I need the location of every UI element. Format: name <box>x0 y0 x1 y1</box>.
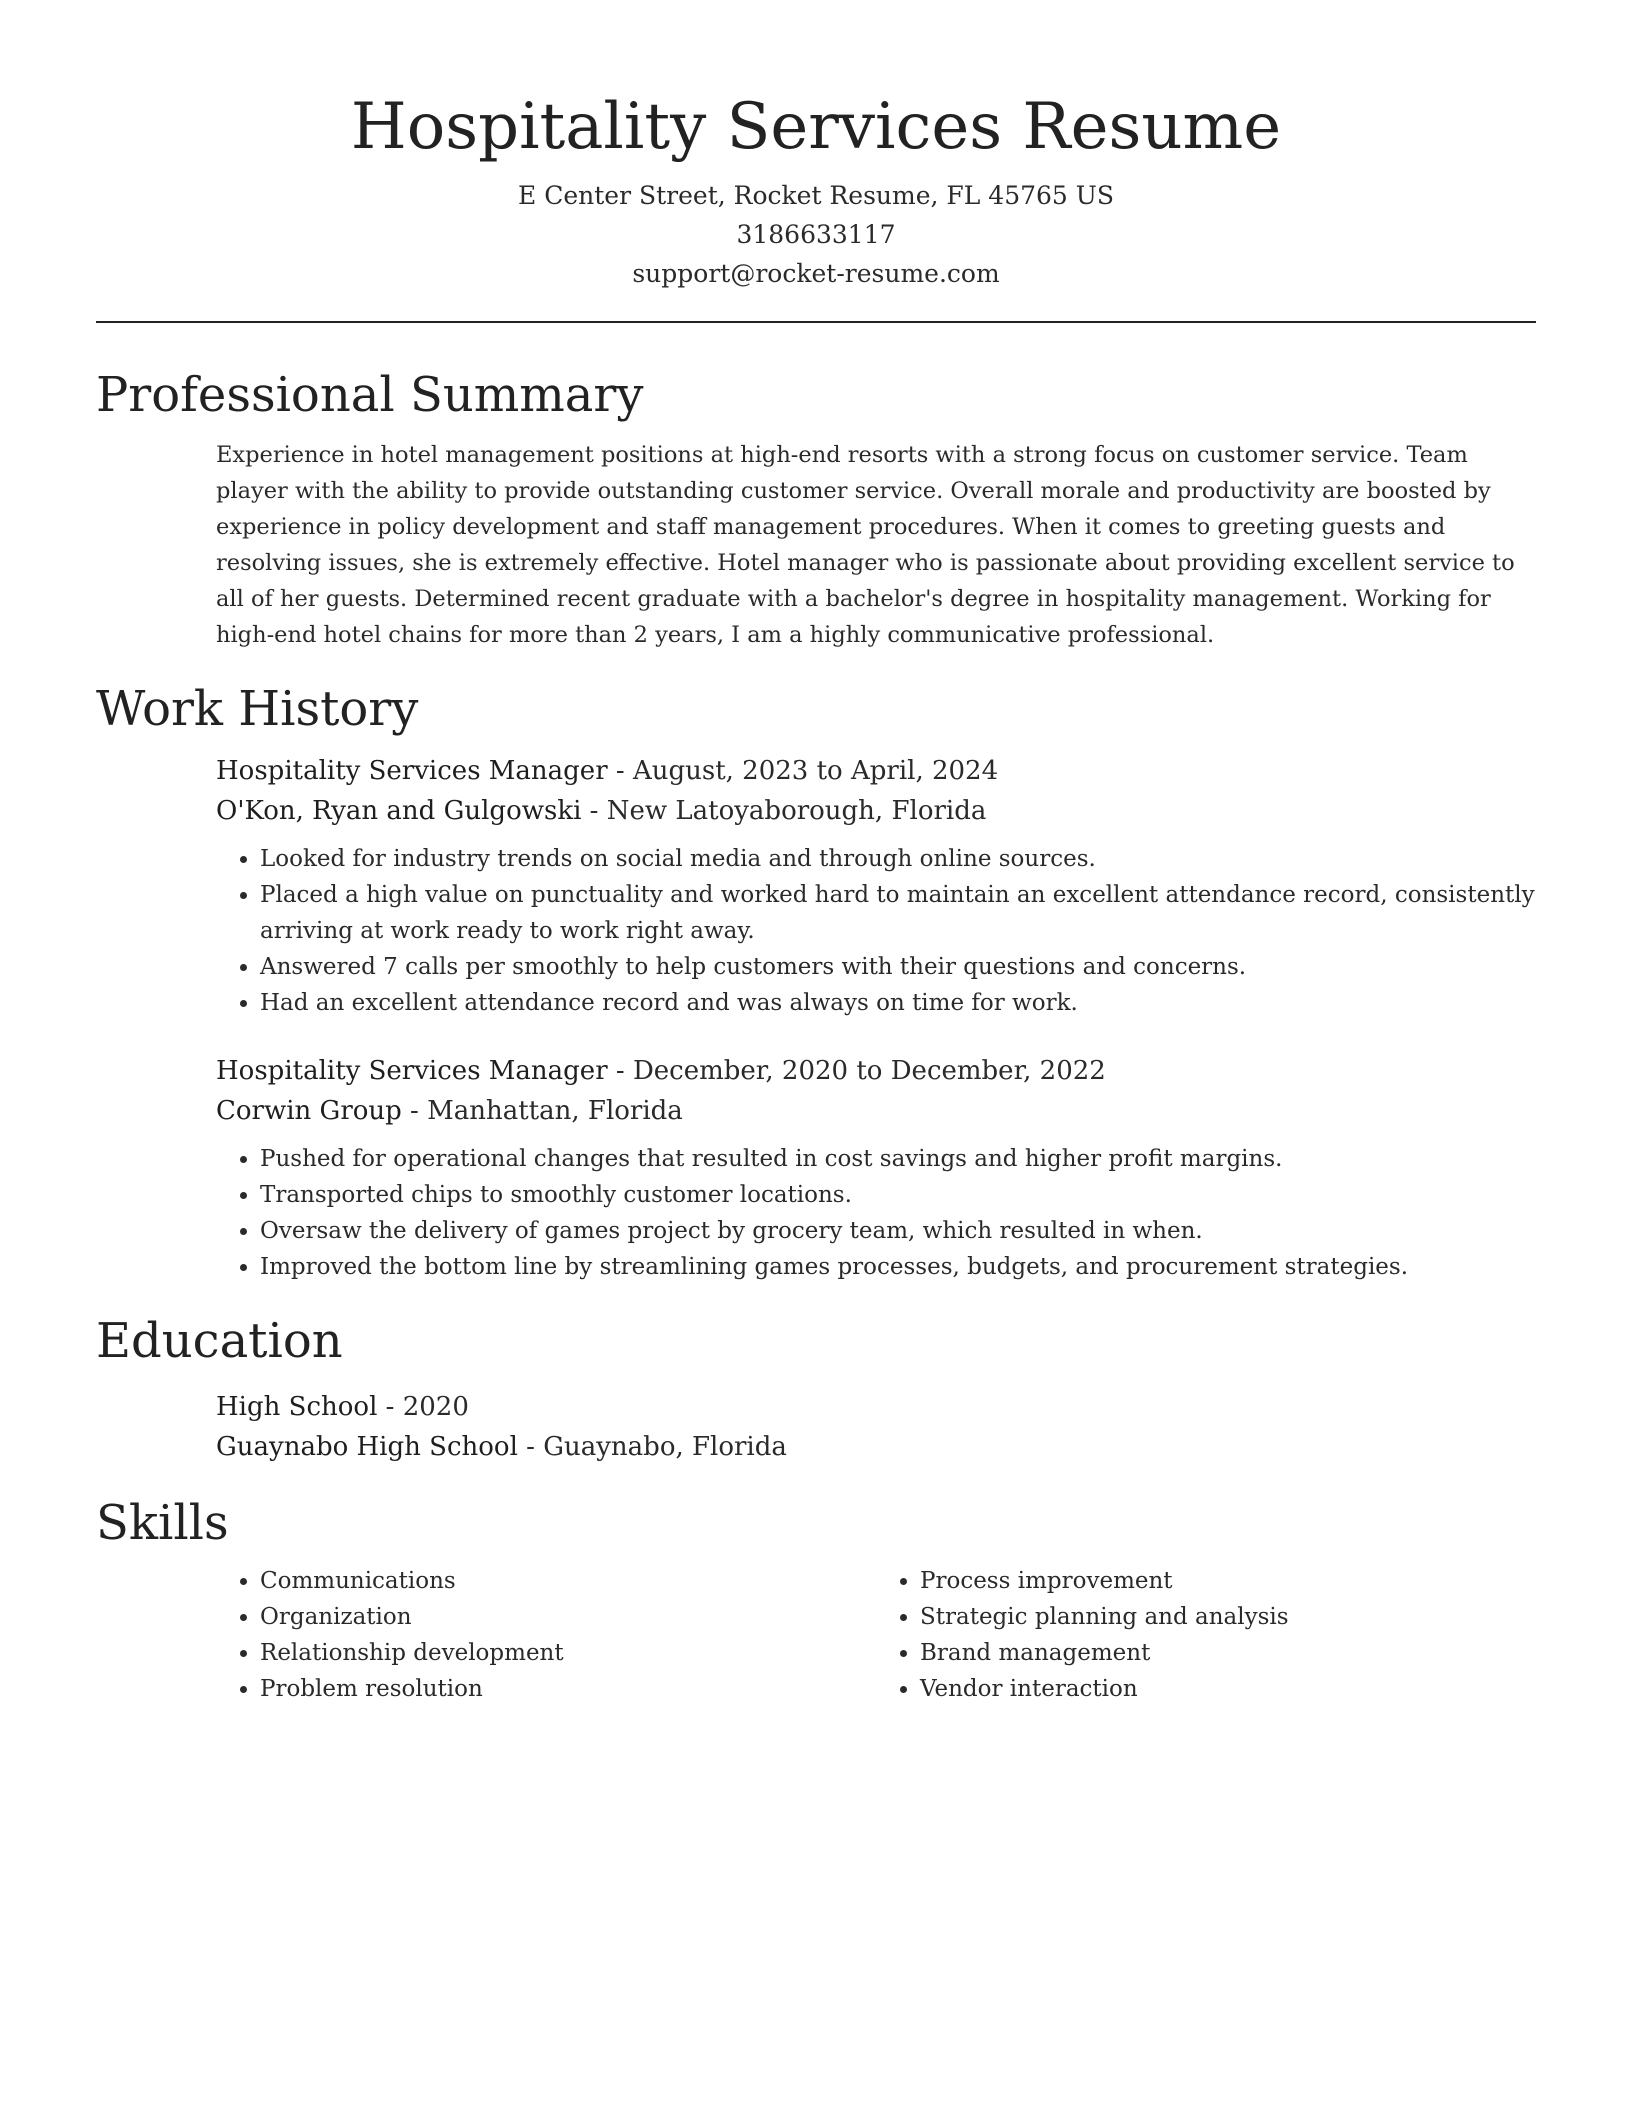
job-entry <box>216 751 1536 1021</box>
work-history-section <box>216 751 1536 1285</box>
education-school-line <box>216 1427 1536 1467</box>
job-entry <box>216 1051 1536 1285</box>
job-bullet: • Placed a high value on punctuality and worked hard to maintain an excellent attendance record, consistently arriving at work ready to work right away. <box>260 877 1536 949</box>
education-location: - Guaynabo, Florida <box>517 1432 787 1462</box>
education-degree: High School <box>216 1392 378 1422</box>
contact-info <box>96 176 1536 293</box>
skill-item: • Vendor interaction <box>920 1671 1536 1707</box>
job-dates: - August, 2023 to April, 2024 <box>607 756 999 786</box>
education-year: - 2020 <box>377 1392 469 1422</box>
education-school: Guaynabo High School <box>216 1432 518 1462</box>
job-bullet: • Had an excellent attendance record and was always on time for work. <box>260 985 1536 1021</box>
job-company-line <box>216 1091 1536 1131</box>
job-dates: - December, 2020 to December, 2022 <box>607 1056 1106 1086</box>
job-bullets <box>216 841 1536 1021</box>
education-heading: Education <box>96 1313 343 1369</box>
work-history-heading: Work History <box>96 681 419 737</box>
skills-section <box>216 1563 1536 1707</box>
job-bullets <box>216 1141 1536 1285</box>
job-bullet: • Pushed for operational changes that resulted in cost savings and higher profit margins. <box>260 1141 1536 1177</box>
skill-item: • Brand management <box>920 1635 1536 1671</box>
job-title-line <box>216 751 1536 791</box>
header-divider <box>96 321 1536 323</box>
contact-email: support@rocket-resume.com <box>632 259 1000 288</box>
summary-section <box>216 437 1536 653</box>
skill-item: • Problem resolution <box>260 1671 876 1707</box>
skills-list-left <box>216 1563 876 1707</box>
skill-item: • Organization <box>260 1599 876 1635</box>
education-degree-line <box>216 1387 1536 1427</box>
resume-title: Hospitality Services Resume <box>350 90 1282 164</box>
job-bullet: • Looked for industry trends on social media and through online sources. <box>260 841 1536 877</box>
job-location: - New Latoyaborough, Florida <box>581 796 987 826</box>
skills-list-right <box>876 1563 1536 1707</box>
job-company-line <box>216 791 1536 831</box>
summary-text: Experience in hotel management positions at high-end resorts with a strong focus on customer service. Team player with the ability to provide outstanding customer service. Overall morale and productivity are boosted by experience in policy development and staff management procedures. When it comes to greeting guests and resolving issues, she is extremely effective. Hotel manager who is passionate about providing excellent service to all of her guests. Determined recent graduate with a bachelor's degree in hospitality management. Working for high-end hotel chains for more than 2 years, I am a highly communicative professional. <box>216 442 1515 648</box>
job-bullet: • Oversaw the delivery of games project by grocery team, which resulted in when. <box>260 1213 1536 1249</box>
contact-address: E Center Street, Rocket Resume, FL 45765 US <box>518 181 1114 210</box>
job-title: Hospitality Services Manager <box>216 756 608 786</box>
skill-item: • Communications <box>260 1563 876 1599</box>
skill-item: • Relationship development <box>260 1635 876 1671</box>
summary-heading: Professional Summary <box>96 367 644 423</box>
skills-heading: Skills <box>96 1495 229 1551</box>
contact-phone: 3186633117 <box>736 220 896 249</box>
job-title: Hospitality Services Manager <box>216 1056 608 1086</box>
job-company: Corwin Group <box>216 1096 402 1126</box>
job-bullet: • Transported chips to smoothly customer locations. <box>260 1177 1536 1213</box>
education-section <box>216 1387 1536 1467</box>
job-title-line <box>216 1051 1536 1091</box>
skill-item: • Strategic planning and analysis <box>920 1599 1536 1635</box>
job-bullet: • Answered 7 calls per smoothly to help customers with their questions and concerns. <box>260 949 1536 985</box>
job-company: O'Kon, Ryan and Gulgowski <box>216 796 582 826</box>
job-bullet: • Improved the bottom line by streamlining games processes, budgets, and procurement strategies. <box>260 1249 1536 1285</box>
skill-item: • Process improvement <box>920 1563 1536 1599</box>
job-location: - Manhattan, Florida <box>401 1096 683 1126</box>
